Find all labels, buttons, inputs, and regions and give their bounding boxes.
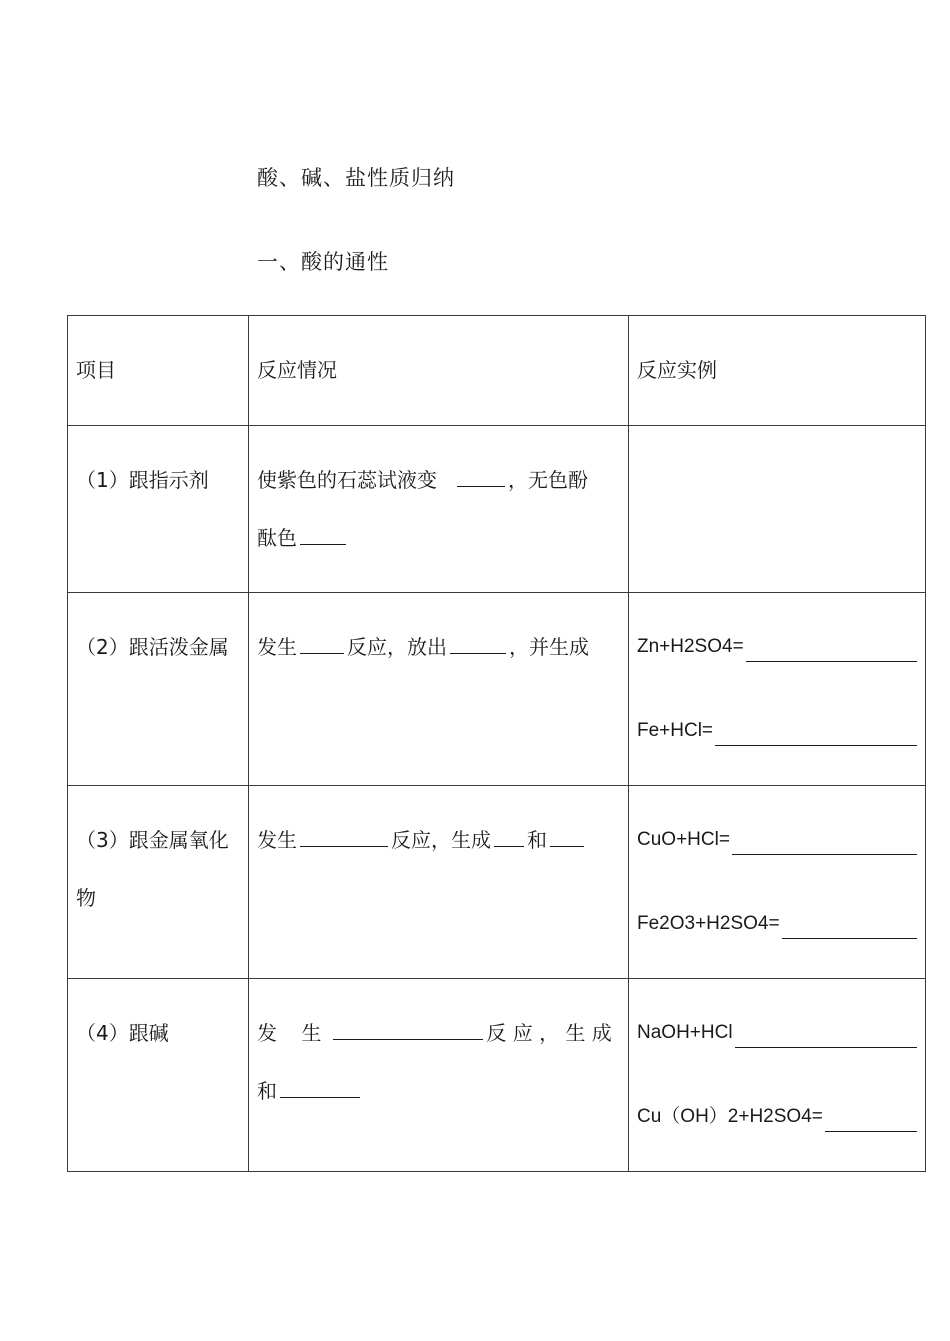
table-header-row <box>68 316 926 426</box>
acid-properties-table <box>67 315 926 1172</box>
table-row <box>68 786 926 979</box>
table-row <box>68 426 926 593</box>
fill-blank[interactable] <box>494 826 524 847</box>
item-cell: （4）跟碱 <box>68 979 249 1172</box>
equation-line[interactable]: Cu（OH）2+H2SO4= <box>637 1088 917 1146</box>
fill-blank[interactable] <box>457 466 505 487</box>
equation-line[interactable]: Fe2O3+H2SO4= <box>637 895 917 953</box>
fill-blank[interactable] <box>280 1077 360 1098</box>
document-title: 酸、碱、盐性质归纳 <box>257 166 455 190</box>
table-row <box>68 593 926 786</box>
reaction-cell: 发生 反应，放出 ，并生成 <box>249 593 629 786</box>
fill-blank[interactable] <box>450 633 506 654</box>
equation-line[interactable]: Fe+HCl= <box>637 702 917 760</box>
example-cell <box>629 979 926 1172</box>
header-cell: 项目 <box>68 316 249 426</box>
example-cell <box>629 426 926 593</box>
section-title: 一、酸的通性 <box>257 250 389 274</box>
fill-blank[interactable] <box>300 524 346 545</box>
equation-line[interactable]: NaOH+HCl <box>637 1004 917 1062</box>
example-cell <box>629 593 926 786</box>
fill-blank[interactable] <box>300 826 388 847</box>
reaction-cell: 发生 反应，生成 和 <box>249 786 629 979</box>
fill-blank[interactable] <box>550 826 584 847</box>
header-cell: 反应情况 <box>249 316 629 426</box>
header-cell: 反应实例 <box>629 316 926 426</box>
example-cell <box>629 786 926 979</box>
reaction-cell: 使紫色的石蕊试液变 ，无色酚 酞色 <box>249 426 629 593</box>
item-cell: （1）跟指示剂 <box>68 426 249 593</box>
table-row <box>68 979 926 1172</box>
fill-blank[interactable] <box>333 1019 483 1040</box>
equation-line[interactable]: CuO+HCl= <box>637 811 917 869</box>
equation-line[interactable]: Zn+H2SO4= <box>637 618 917 676</box>
item-cell: （3）跟金属氧化物 <box>68 786 249 979</box>
fill-blank[interactable] <box>300 633 344 654</box>
reaction-cell: 发 生 反 应 ， 生 成 和 <box>249 979 629 1172</box>
item-cell: （2）跟活泼金属 <box>68 593 249 786</box>
